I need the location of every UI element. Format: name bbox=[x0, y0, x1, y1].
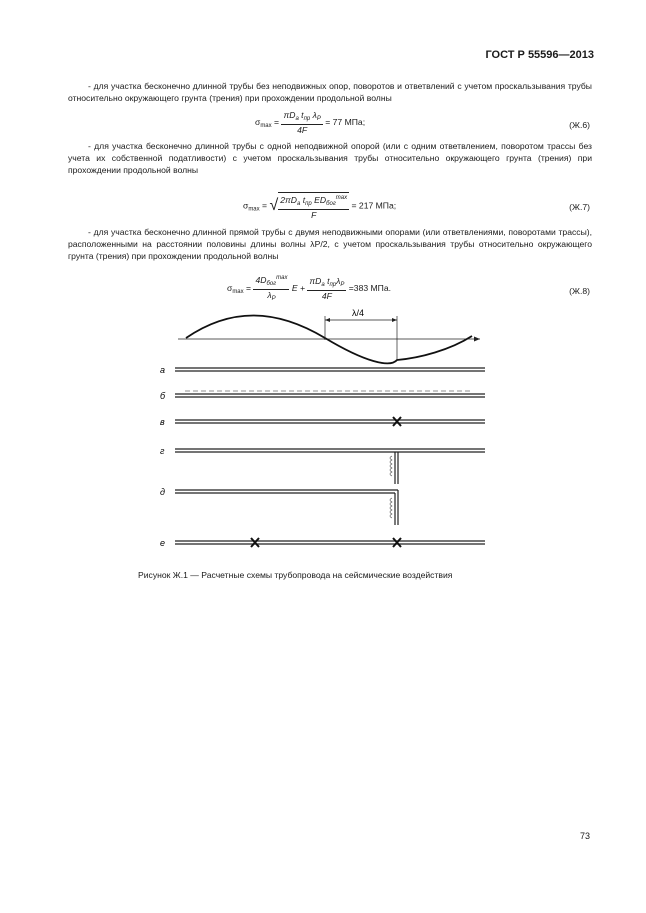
sqrt-sign: √ bbox=[269, 197, 279, 214]
row-label-b: б bbox=[160, 391, 166, 401]
fixed-support-e1 bbox=[251, 538, 259, 547]
formula-lhs: σ bbox=[243, 200, 249, 211]
fixed-support-e2 bbox=[393, 538, 401, 547]
formula-eq: = bbox=[246, 282, 252, 293]
fraction-denominator: 4F bbox=[297, 125, 308, 135]
formula-eq: = bbox=[262, 200, 268, 211]
num-sub: a bbox=[297, 201, 301, 207]
figure-caption: Рисунок Ж.1 — Расчетные схемы трубопровода на сейсмические воздействия bbox=[138, 570, 453, 580]
document-header: ГОСТ Р 55596—2013 bbox=[485, 49, 594, 61]
wave-axis-arrow bbox=[474, 337, 480, 342]
num-part: πD bbox=[283, 110, 296, 120]
soil-spring-g bbox=[390, 456, 392, 476]
num-sub: P bbox=[316, 116, 321, 122]
paragraph-2-text: - для участка бесконечно длинной трубы с одной неподвижной опорой (или с одним ответвлением, поворотом трассы без учета их собственной податливости) с учетом проскальзывания трубы относительно окружающего грунта (трения) при прохождении продольной волны bbox=[68, 141, 592, 175]
num-sub: a bbox=[295, 116, 299, 122]
row-label-d: д bbox=[160, 487, 165, 497]
num-sub: пр bbox=[329, 282, 337, 288]
dimension-arrow-left bbox=[325, 318, 330, 322]
num-part: λ bbox=[312, 110, 317, 120]
formula-lhs-sub: max bbox=[260, 122, 272, 129]
num-sub: бог bbox=[326, 201, 336, 207]
num-part: ED bbox=[314, 195, 327, 205]
den-sub: P bbox=[271, 296, 276, 302]
num-part: t bbox=[302, 195, 306, 205]
row-label-g: г bbox=[160, 446, 165, 456]
num-part: λ bbox=[336, 276, 341, 286]
dimension-arrow-right bbox=[392, 318, 397, 322]
formula-number-zh6: (Ж.6) bbox=[569, 120, 590, 130]
formula-lhs-sub: max bbox=[232, 288, 244, 295]
page-number: 73 bbox=[579, 831, 590, 841]
num-part: 2πD bbox=[280, 195, 297, 205]
paragraph-3-text: - для участка бесконечно длинной прямой трубы с двумя неподвижными опорами (или ответвлениями, поворотами трассы), расположенными на расстоянии половины длины волны λP/2, с учетом проскальзывания трубы относительно окружающего грунта (трения) при прохождении продольной волны bbox=[68, 227, 592, 261]
formula-result: = 217 МПа; bbox=[351, 200, 397, 211]
soil-spring-d bbox=[390, 498, 392, 518]
num-sub: пр bbox=[305, 201, 312, 207]
num-sub: бог bbox=[266, 281, 277, 287]
fixed-support-v bbox=[393, 417, 401, 426]
formula-lhs: σ bbox=[227, 282, 233, 293]
fraction-denominator: F bbox=[311, 210, 317, 220]
num-part: t bbox=[327, 276, 330, 286]
num-sub: пр bbox=[303, 116, 311, 122]
formula-number-zh8: (Ж.8) bbox=[569, 286, 590, 296]
num-sub: P bbox=[340, 282, 345, 288]
formula-result: = 77 МПа; bbox=[325, 116, 366, 127]
formula-lhs-sub: max bbox=[248, 206, 260, 213]
paragraph-1-text: - для участка бесконечно длинной трубы без неподвижных опор, поворотов и ответвлений с учетом проскальзывания трубы относительно окружающего грунта (трения) при прохождении продольной волны bbox=[68, 81, 592, 103]
num-part: t bbox=[301, 110, 304, 120]
formula-number-zh7: (Ж.7) bbox=[569, 202, 590, 212]
formula-eq: = bbox=[274, 116, 280, 127]
den-part: λ bbox=[267, 290, 272, 300]
formula-result: =383 МПа. bbox=[348, 282, 392, 293]
wave-label: λ/4 bbox=[352, 308, 365, 318]
fraction-denominator: 4F bbox=[321, 291, 332, 301]
num-sub: a bbox=[321, 282, 325, 288]
formula-mid: E + bbox=[291, 282, 306, 293]
formula-lhs: σ bbox=[255, 116, 261, 127]
row-label-a: а bbox=[160, 365, 166, 375]
wave-curve bbox=[186, 316, 472, 364]
row-label-v: в bbox=[160, 417, 165, 427]
num-part: πD bbox=[309, 276, 322, 286]
num-part: 4D bbox=[255, 275, 267, 285]
num-sup: max bbox=[335, 195, 348, 201]
row-label-e: е bbox=[160, 538, 166, 548]
num-sup: max bbox=[276, 275, 288, 281]
